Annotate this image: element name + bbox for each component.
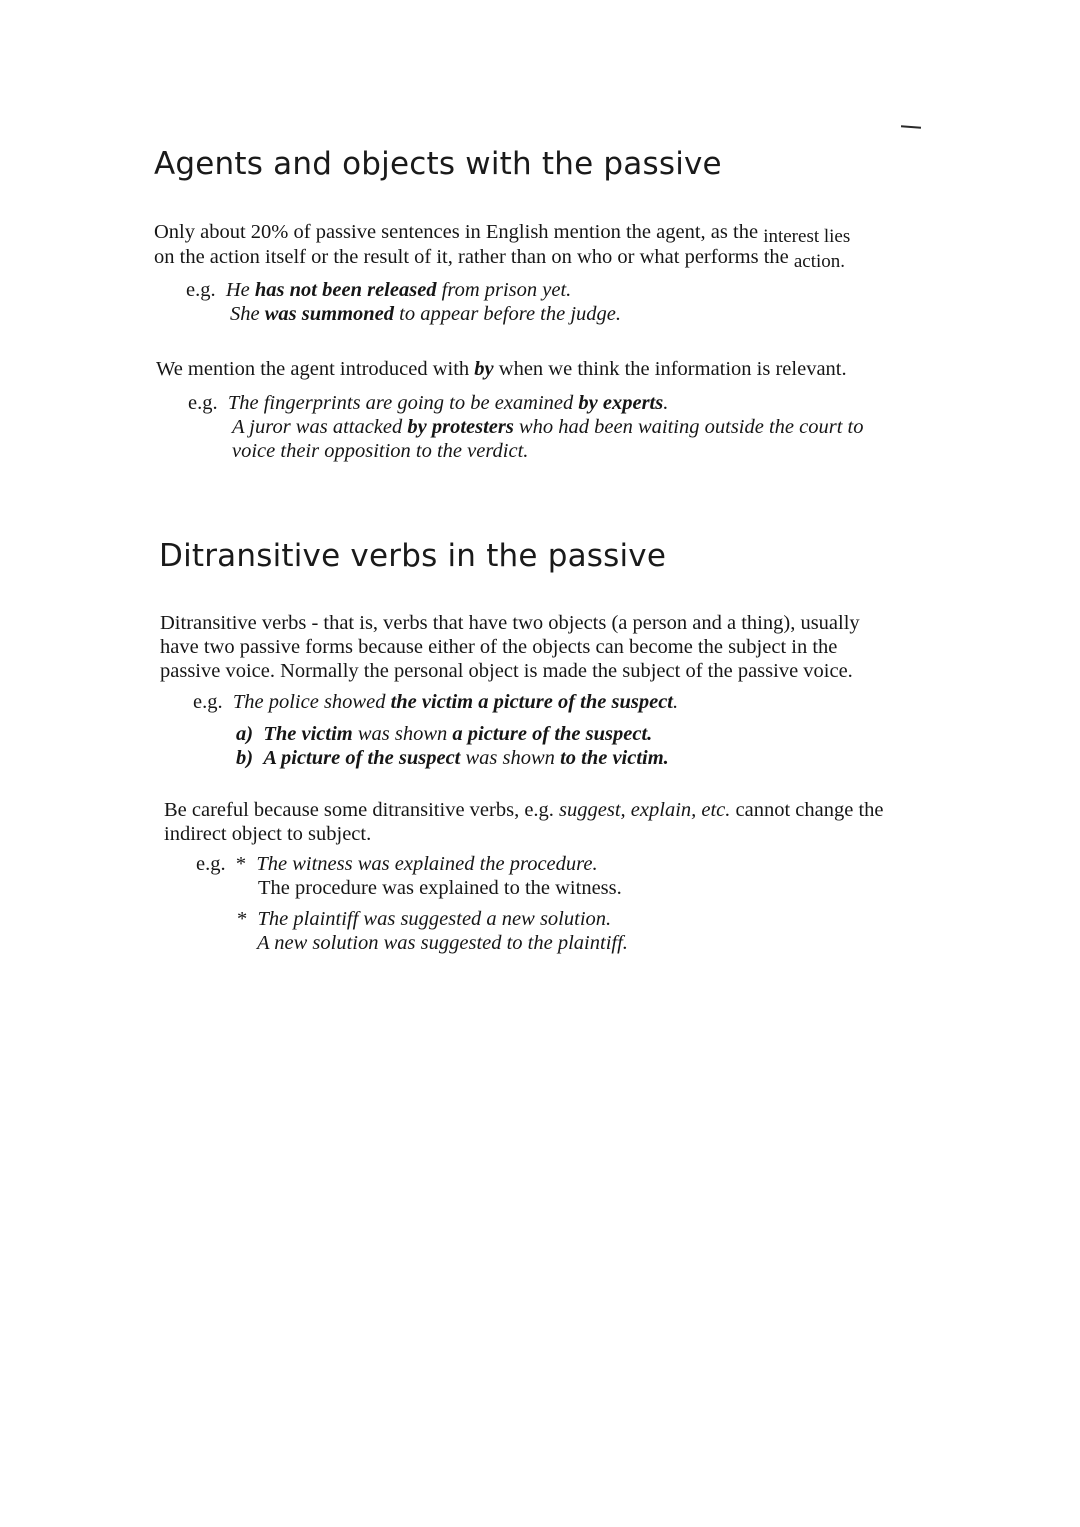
example-block-suggested bbox=[237, 907, 628, 955]
example-line: e.g. The fingerprints are going to be examined by experts. bbox=[188, 392, 669, 414]
example-line: * The plaintiff was suggested a new solution. bbox=[237, 908, 612, 930]
example-line: e.g. He has not been released from prison yet. bbox=[186, 279, 572, 301]
section-title-ditransitive: Ditransitive verbs in the passive bbox=[159, 538, 667, 574]
paragraph-by-agent: We mention the agent introduced with by when we think the information is relevant. bbox=[156, 358, 847, 380]
example-line: voice their opposition to the verdict. bbox=[232, 440, 529, 462]
paragraph-agent-mention: Only about 20% of passive sentences in English mention the agent, as the interest lies on the action itself or the result of it, rather than on who or what performs the action. bbox=[154, 221, 851, 272]
example-line: e.g. * The witness was explained the procedure. bbox=[196, 853, 598, 875]
example-line: A juror was attacked by protesters who had been waiting outside the court to bbox=[232, 416, 864, 438]
ungrammatical-star: * bbox=[237, 908, 248, 930]
example-options bbox=[236, 722, 669, 770]
section-title-agents: Agents and objects with the passive bbox=[154, 146, 722, 182]
example-block-explained bbox=[196, 852, 622, 900]
example-line: She was summoned to appear before the judge. bbox=[230, 303, 622, 325]
example-option-b: b) A picture of the suspect was shown to the victim. bbox=[236, 747, 669, 769]
example-block-agent bbox=[186, 278, 621, 326]
paragraph-ditransitive: Ditransitive verbs - that is, verbs that have two objects (a person and a thing), usually have two passive forms because either of the objects can become the subject in the passive voice. Normally the personal object is made the subject of the passive voice. bbox=[160, 612, 860, 682]
example-option-a: a) The victim was shown a picture of the suspect. bbox=[236, 723, 653, 745]
example-block-by bbox=[188, 391, 864, 463]
example-line: A new solution was suggested to the plaintiff. bbox=[257, 932, 628, 954]
paragraph-careful: Be careful because some ditransitive verbs, e.g. suggest, explain, etc. cannot change the indirect object to subject. bbox=[164, 799, 884, 845]
example-line: e.g. The police showed the victim a picture of the suspect. bbox=[193, 691, 679, 713]
scan-mark bbox=[901, 125, 921, 128]
example-block-showed bbox=[193, 690, 678, 714]
ungrammatical-star: * bbox=[235, 853, 247, 875]
example-line: The procedure was explained to the witness. bbox=[258, 877, 622, 899]
